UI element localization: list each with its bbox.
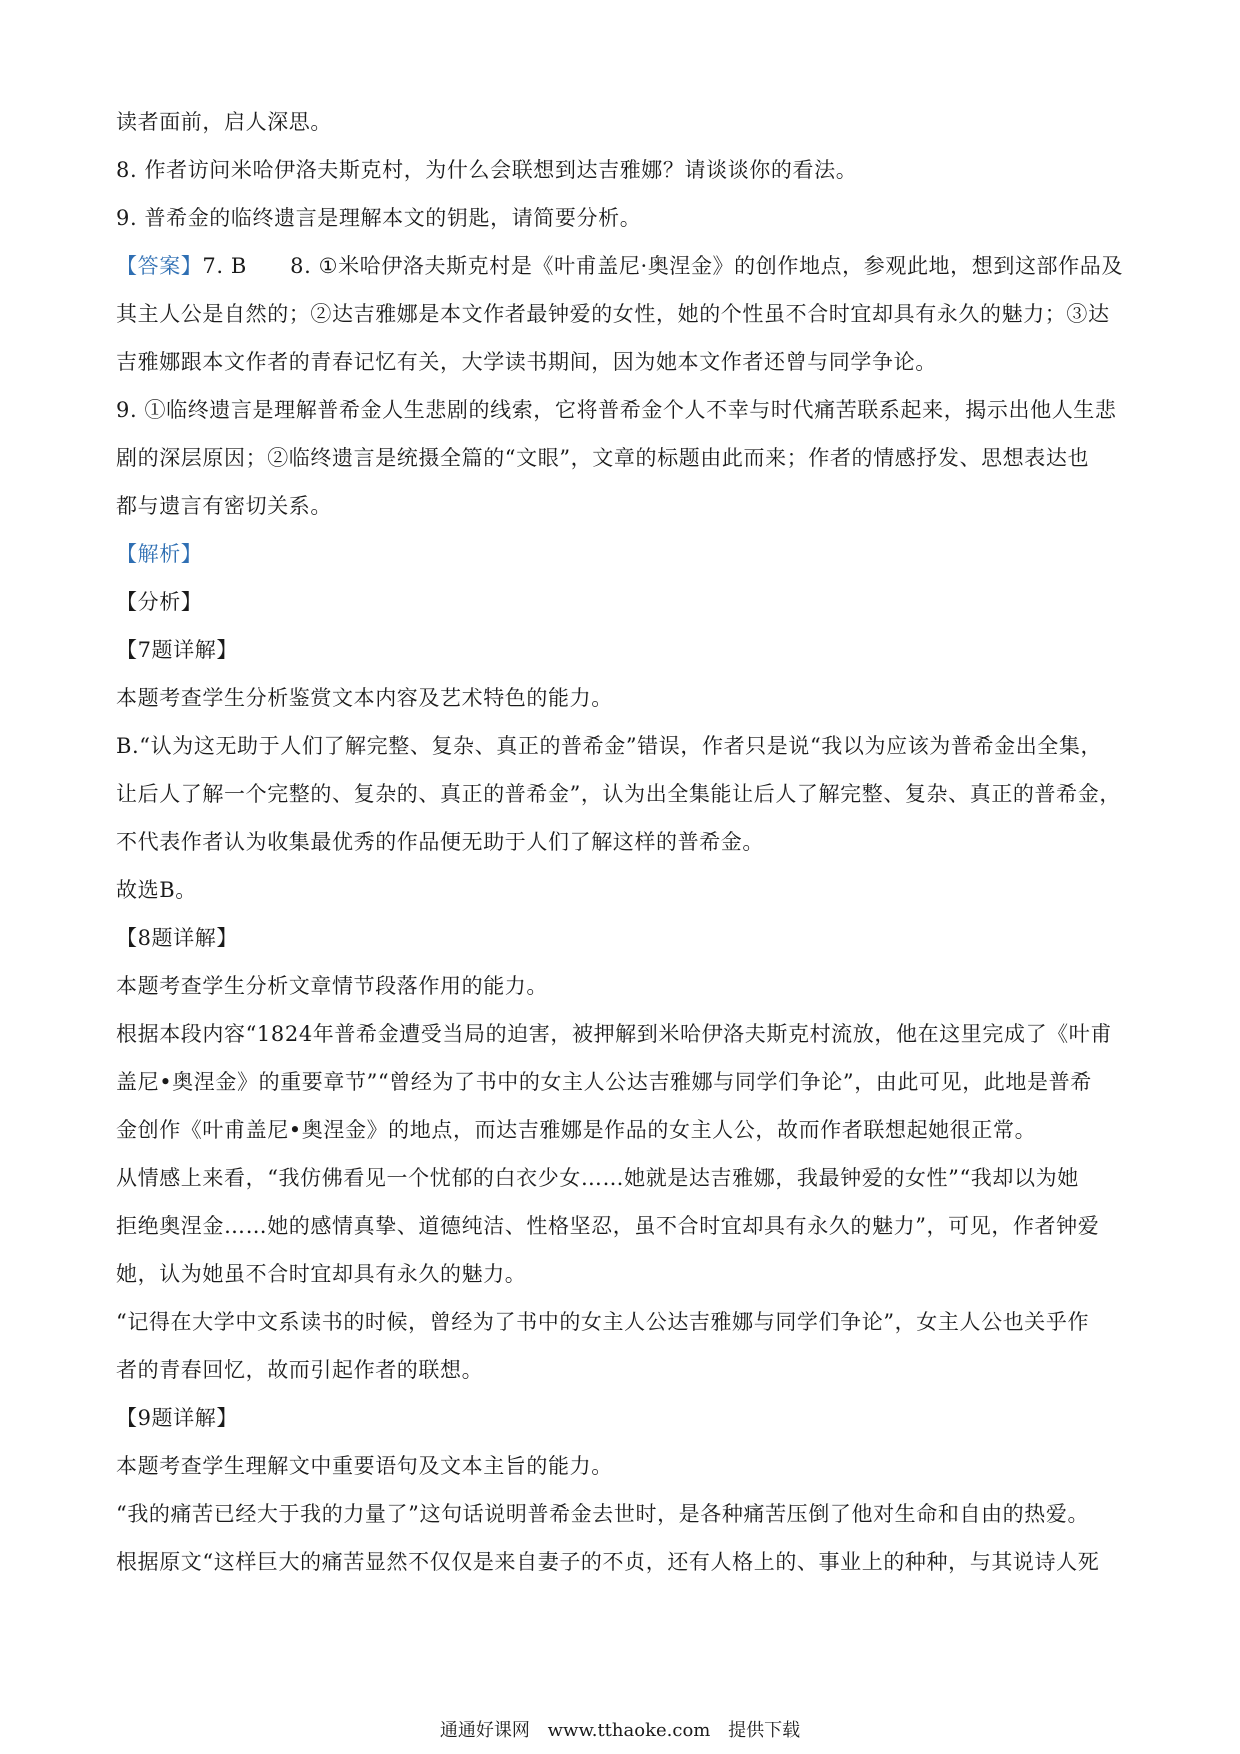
text-line: 本题考查学生分析鉴赏文本内容及艺术特色的能力。 [116, 686, 613, 710]
section-heading: 【8题详解】 [116, 926, 238, 950]
text-line: 本题考查学生分析文章情节段落作用的能力。 [116, 974, 548, 998]
answer-label: 【答案】 [116, 254, 203, 278]
text-line: “我的痛苦已经大于我的力量了”这句话说明普希金去世时，是各种痛苦压倒了他对生命和自由的热爱。 [116, 1502, 1090, 1526]
answer-line [116, 242, 1136, 290]
text-line: 者的青春回忆，故而引起作者的联想。 [116, 1358, 484, 1382]
analysis-label: 【解析】 [116, 542, 203, 566]
text-line: 从情感上来看，“我仿佛看见一个忧郁的白衣少女……她就是达吉雅娜，我最钟爱的女性”“我却以为她 [116, 1166, 1079, 1190]
text-line: “记得在大学中文系读书的时候，曾经为了书中的女主人公达吉雅娜与同学们争论”，女主人公也关乎作 [116, 1310, 1090, 1334]
text-line: 盖尼•奥涅金》的重要章节”“曾经为了书中的女主人公达吉雅娜与同学们争论”，由此可见，此地是普希 [116, 1070, 1092, 1094]
section-heading: 【9题详解】 [116, 1406, 238, 1430]
text-line: 拒绝奥涅金……她的感情真挚、道德纯洁、性格坚忍，虽不合时宜却具有永久的魅力”，可见，作者钟爱 [116, 1214, 1100, 1238]
question-8: 8. 作者访问米哈伊洛夫斯克村，为什么会联想到达吉雅娜？请谈谈你的看法。 [116, 158, 858, 182]
document-body [116, 98, 1136, 1586]
section-heading: 【7题详解】 [116, 638, 238, 662]
text-line: 她，认为她虽不合时宜却具有永久的魅力。 [116, 1262, 527, 1286]
page-footer [0, 1718, 1240, 1744]
text-line: 吉雅娜跟本文作者的青春记忆有关，大学读书期间，因为她本文作者还曾与同学争论。 [116, 350, 937, 374]
text-line: 根据原文“这样巨大的痛苦显然不仅仅是来自妻子的不贞，还有人格上的、事业上的种种，与其说诗人死 [116, 1550, 1100, 1574]
text-line: 金创作《叶甫盖尼•奥涅金》的地点，而达吉雅娜是作品的女主人公，故而作者联想起她很正常。 [116, 1118, 1037, 1142]
text-line: B.“认为这无助于人们了解完整、复杂、真正的普希金”错误，作者只是说“我以为应该为普希金出全集， [116, 734, 1103, 758]
text-line: 读者面前，启人深思。 [116, 110, 332, 134]
footer-suffix: 提供下载 [728, 1720, 801, 1741]
text-line: 本题考查学生理解文中重要语句及文本主旨的能力。 [116, 1454, 613, 1478]
text-line: 都与遗言有密切关系。 [116, 494, 332, 518]
footer-site-url[interactable]: www.tthaoke.com [547, 1720, 711, 1741]
text-line: 故选B。 [116, 878, 197, 902]
text-line: 不代表作者认为收集最优秀的作品便无助于人们了解这样的普希金。 [116, 830, 764, 854]
text-line: 剧的深层原因；②临终遗言是统摄全篇的“文眼”，文章的标题由此而来；作者的情感抒发、思想表达也 [116, 446, 1090, 470]
text-line: 让后人了解一个完整的、复杂的、真正的普希金”，认为出全集能让后人了解完整、复杂、真正的普希金， [116, 782, 1121, 806]
question-9: 9. 普希金的临终遗言是理解本文的钥匙，请简要分析。 [116, 206, 642, 230]
section-heading: 【分析】 [116, 590, 203, 614]
text-line: 9. ①临终遗言是理解普希金人生悲剧的线索，它将普希金个人不幸与时代痛苦联系起来，揭示出他人生悲 [116, 398, 1117, 422]
text-line: 根据本段内容“1824年普希金遭受当局的迫害，被押解到米哈伊洛夫斯克村流放，他在这里完成了《叶甫 [116, 1022, 1112, 1046]
answer-text: 7. B 8. ①米哈伊洛夫斯克村是《叶甫盖尼·奥涅金》的创作地点，参观此地，想到这部作品及 [202, 254, 1123, 278]
text-line: 其主人公是自然的；②达吉雅娜是本文作者最钟爱的女性，她的个性虽不合时宜却具有永久的魅力；③达 [116, 302, 1110, 326]
footer-site-name: 通通好课网 [439, 1720, 530, 1741]
